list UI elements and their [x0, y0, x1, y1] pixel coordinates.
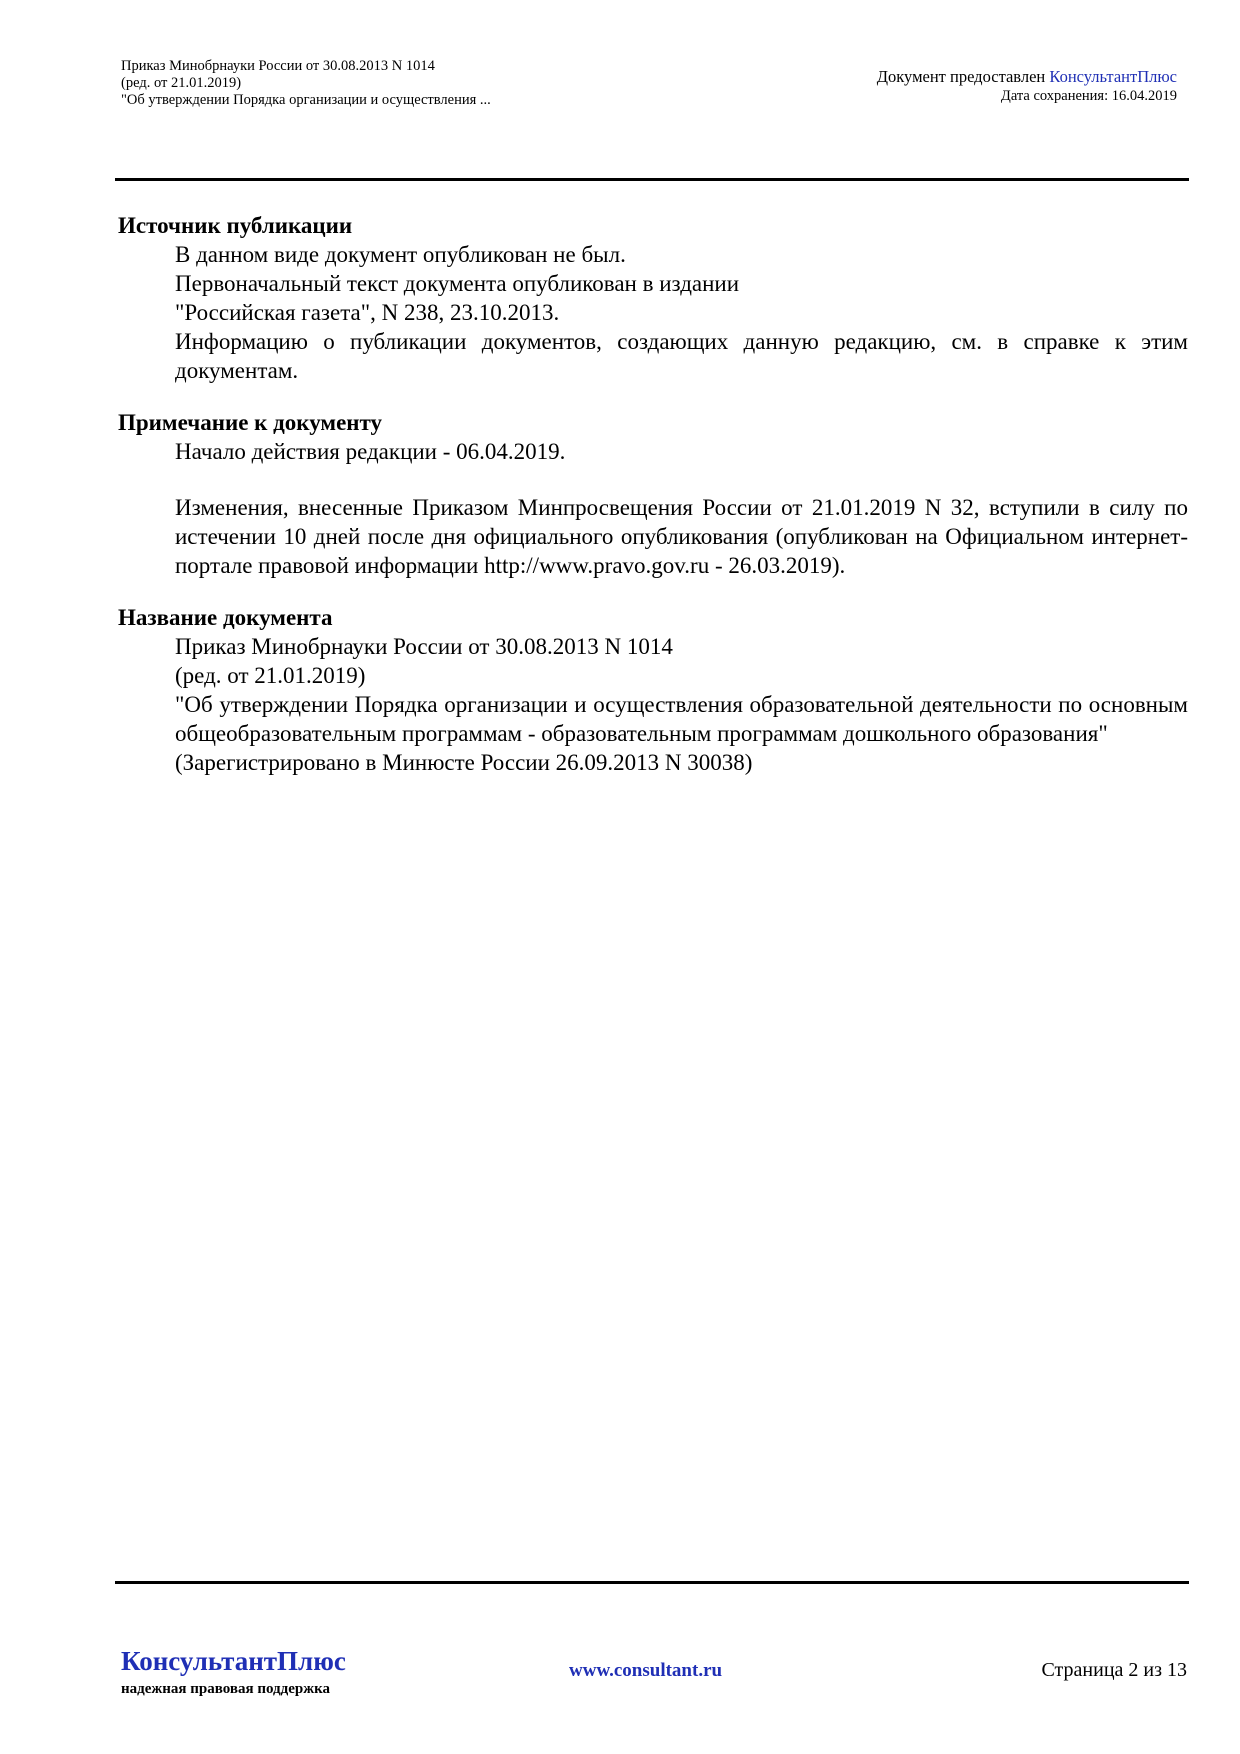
publication-line: Первоначальный текст документа опубликован в издании	[175, 271, 740, 296]
document-name-line: (ред. от 21.01.2019)	[175, 663, 366, 688]
footer-page-number: Страница 2 из 13	[1041, 1659, 1187, 1681]
publication-line: "Российская газета", N 238, 23.10.2013.	[175, 300, 560, 325]
note-effective-date: Начало действия редакции - 06.04.2019.	[175, 439, 566, 464]
header-revision: (ред. от 21.01.2019)	[121, 75, 242, 91]
note-amendments: Изменения, внесенные Приказом Минпросвещения России от 21.01.2019 N 32, вступили в силу по истечении 10 дней после дня официального опубликования (опубликован на Официальном интернет-портале правовой информации http://www.pravo.gov.ru - 26.03.2019).	[175, 495, 1188, 578]
header-divider	[115, 178, 1189, 181]
footer-brand-logo: КонсультантПлюс	[121, 1646, 346, 1676]
document-name-line: "Об утверждении Порядка организации и осуществления образовательной деятельности по основным общеобразовательным программам - образовательным программам дошкольного образования"	[175, 692, 1188, 746]
section-title-document-note: Примечание к документу	[118, 410, 383, 435]
publication-line: Информацию о публикации документов, создающих данную редакцию, см. в справке к этим документам.	[175, 329, 1188, 383]
section-title-document-name: Название документа	[118, 605, 333, 630]
footer-divider	[115, 1581, 1189, 1584]
footer-tagline: надежная правовая поддержка	[121, 1681, 331, 1697]
header-provided-by	[877, 66, 1177, 87]
header-order-title: Приказ Минобрнауки России от 30.08.2013 N 1014	[121, 58, 435, 74]
header-provider-info	[877, 66, 1177, 105]
section-publication-source	[118, 240, 1188, 385]
publication-line: В данном виде документ опубликован не был.	[175, 242, 626, 267]
document-body	[118, 211, 1188, 777]
footer-website-link[interactable]: www.consultant.ru	[569, 1660, 723, 1681]
section-title-publication-source: Источник публикации	[118, 213, 353, 238]
section-document-note	[118, 437, 1188, 580]
section-document-name	[118, 632, 1188, 777]
header-order-subject: "Об утверждении Порядка организации и осуществления ...	[121, 92, 491, 108]
header-document-info	[121, 58, 491, 109]
document-name-line: (Зарегистрировано в Минюсте России 26.09.2013 N 30038)	[175, 750, 753, 775]
document-name-line: Приказ Минобрнауки России от 30.08.2013 N 1014	[175, 634, 673, 659]
header-saved-date: Дата сохранения: 16.04.2019	[1000, 88, 1177, 104]
provided-by-label: Документ предоставлен	[876, 67, 1050, 86]
consultant-plus-link[interactable]: КонсультантПлюс	[1049, 67, 1177, 86]
